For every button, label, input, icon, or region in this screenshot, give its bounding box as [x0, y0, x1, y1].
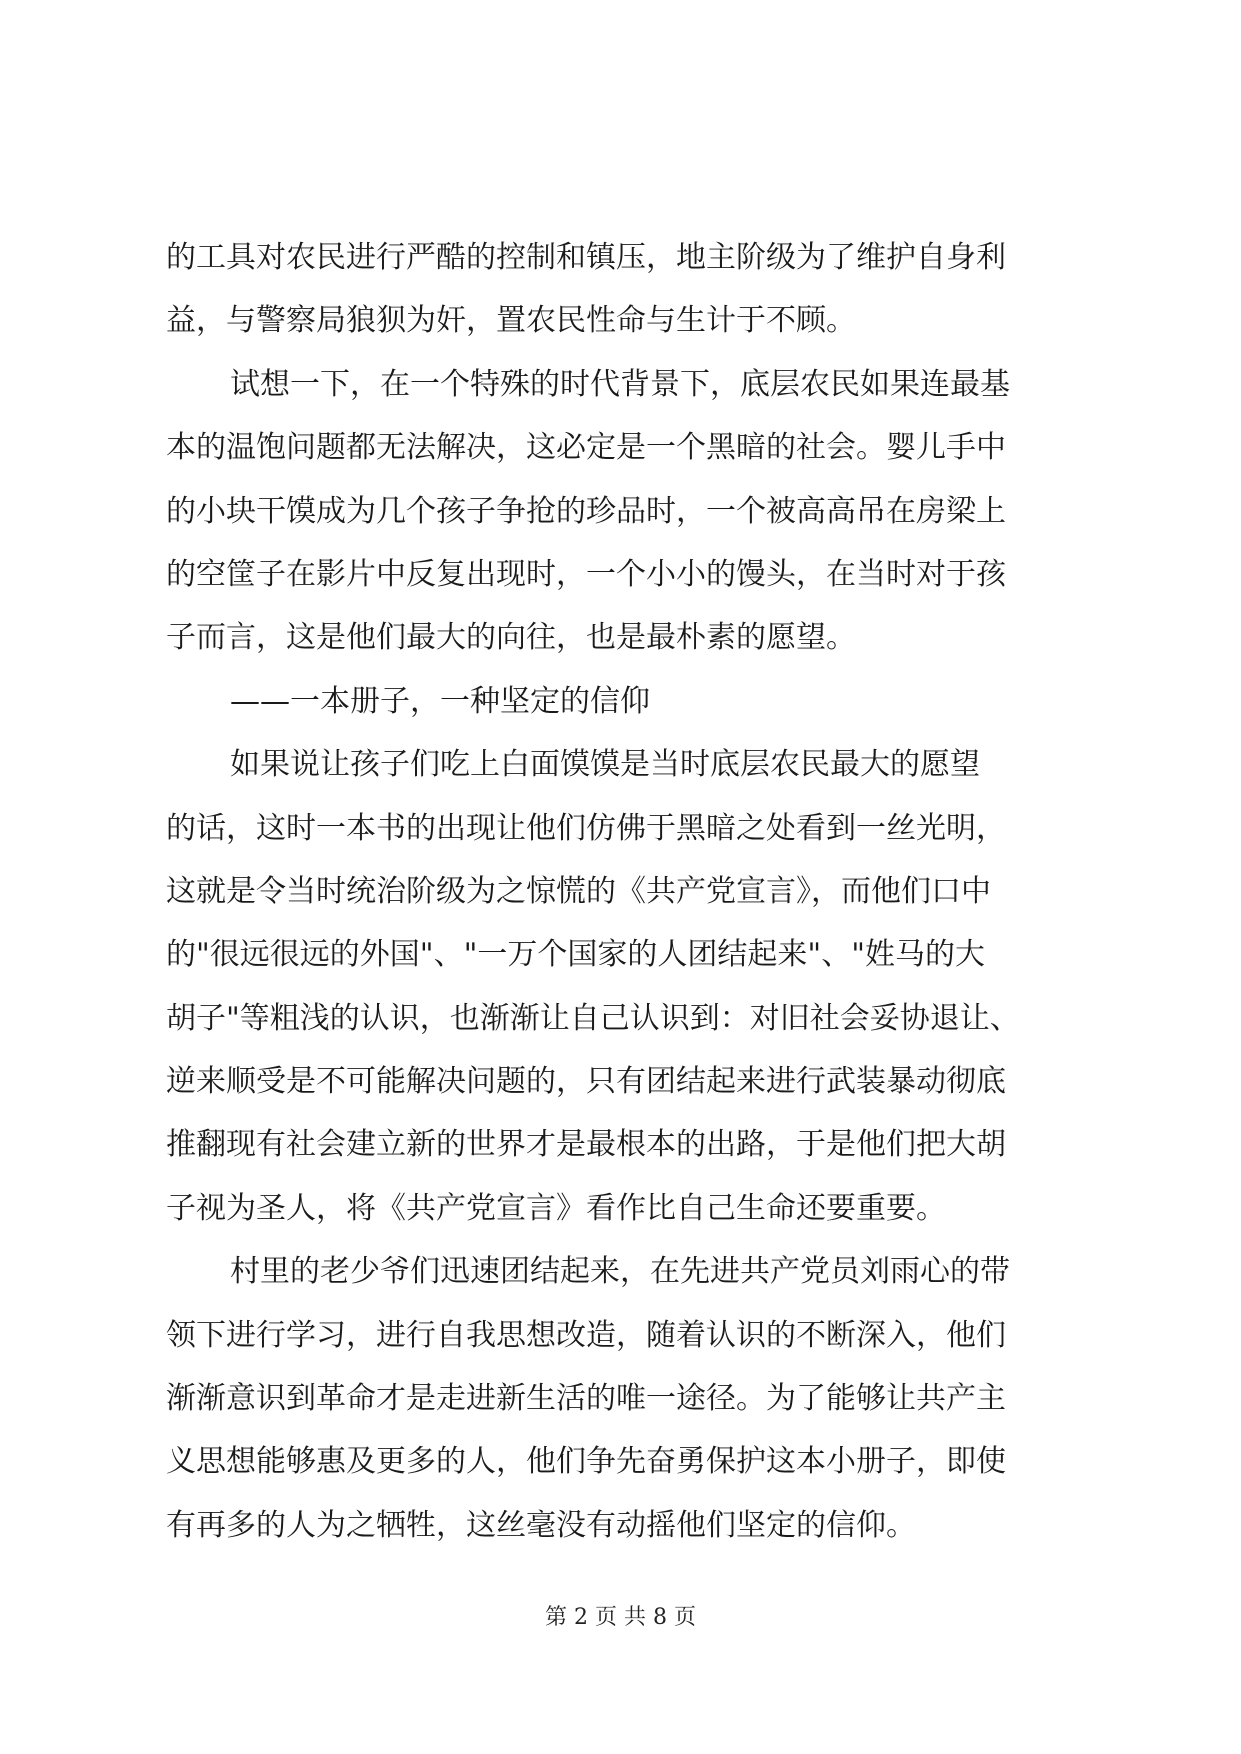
text-line: 的空筐子在影片中反复出现时，一个小小的馒头，在当时对于孩 — [166, 556, 1006, 592]
text-line: 逆来顺受是不可能解决问题的，只有团结起来进行武装暴动彻底 — [166, 1064, 1006, 1100]
text-line: 的小块干馍成为几个孩子争抢的珍品时，一个被高高吊在房梁上 — [166, 493, 1006, 529]
body-text — [166, 226, 1086, 1557]
text-line: 义思想能够惠及更多的人，他们争先奋勇保护这本小册子，即使 — [166, 1444, 1006, 1480]
text-line: 的"很远很远的外国"、"一万个国家的人团结起来"、"姓马的大 — [166, 937, 985, 973]
text-line: 试想一下，在一个特殊的时代背景下，底层农民如果连最基 — [230, 366, 1010, 402]
text-line: 子视为圣人，将《共产党宣言》看作比自己生命还要重要。 — [166, 1190, 946, 1226]
text-line: 子而言，这是他们最大的向往，也是最朴素的愿望。 — [166, 620, 856, 656]
text-line: 推翻现有社会建立新的世界才是最根本的出路，于是他们把大胡 — [166, 1127, 1006, 1163]
text-line: 这就是令当时统治阶级为之惊慌的《共产党宣言》，而他们口中 — [166, 873, 991, 909]
text-line: 胡子"等粗浅的认识，也渐渐让自己认识到：对旧社会妥协退让、 — [166, 1000, 1020, 1036]
text-line: 的话，这时一本书的出现让他们仿佛于黑暗之处看到一丝光明， — [166, 810, 1006, 846]
text-line: 渐渐意识到革命才是走进新生活的唯一途径。为了能够让共产主 — [166, 1381, 1006, 1417]
text-line: 如果说让孩子们吃上白面馍馍是当时底层农民最大的愿望 — [230, 747, 980, 783]
text-line: 的工具对农民进行严酷的控制和镇压，地主阶级为了维护自身利 — [166, 240, 1006, 275]
text-line: 村里的老少爷们迅速团结起来，在先进共产党员刘雨心的带 — [230, 1254, 1010, 1290]
page-footer: 第 2 页 共 8 页 — [545, 1605, 696, 1630]
text-line: ——一本册子，一种坚定的信仰 — [230, 683, 650, 719]
text-line: 领下进行学习，进行自我思想改造，随着认识的不断深入，他们 — [166, 1317, 1006, 1353]
text-line: 益，与警察局狼狈为奸，置农民性命与生计于不顾。 — [166, 303, 856, 339]
text-line: 有再多的人为之牺牲，这丝毫没有动摇他们坚定的信仰。 — [166, 1507, 916, 1543]
text-line: 本的温饱问题都无法解决，这必定是一个黑暗的社会。婴儿手中 — [166, 430, 1006, 466]
